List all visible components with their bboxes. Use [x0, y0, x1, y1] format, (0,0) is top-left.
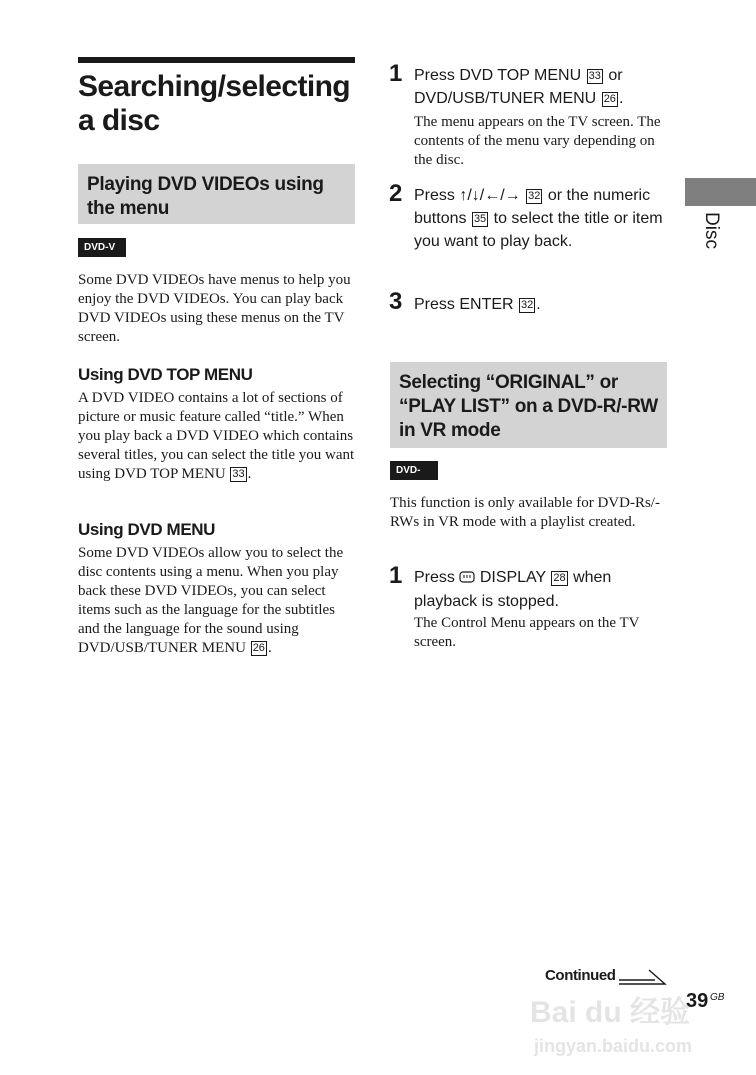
section-heading-text: Playing DVD VIDEOs using the menu	[87, 174, 324, 219]
step-3-instruction: Press ENTER 32 .	[414, 296, 541, 313]
reference-number-box: 33	[588, 70, 601, 82]
section-heading-selecting-original-playlist	[390, 362, 667, 448]
section-heading-playing-dvd-videos	[78, 164, 355, 224]
reference-number-box: 32	[528, 190, 541, 202]
reference-number-box: 26	[603, 93, 616, 105]
paragraph-dvd-menu: Some DVD VIDEOs allow you to select the disc contents using a menu. When you play back these DVD VIDEOs, you can select items such as the language for the subtitles and the language for the sound using DVD/USB/TUNER MENU 26 .	[78, 545, 344, 656]
step-number: 1	[389, 562, 403, 589]
chapter-tab-marker	[685, 178, 756, 206]
page-number: 39	[686, 990, 709, 1012]
step-text: or the numeric buttons	[414, 187, 651, 227]
subheading-dvd-top-menu: Using DVD TOP MENU	[78, 365, 253, 384]
reference-number-box: 35	[473, 213, 487, 225]
reference-number-box: 26	[252, 642, 265, 654]
step-1-instruction: Press DVD TOP MENU 33 or DVD/USB/TUNER MENU 26 .	[414, 67, 624, 107]
reference-number-box: 33	[232, 468, 245, 480]
dvd-vr-badge: DVD-VR	[390, 461, 438, 480]
step-number: 3	[389, 288, 403, 315]
section-heading-text: Selecting “ORIGINAL” or “PLAY LIST” on a DVD-R/-RW in VR mode	[399, 372, 658, 441]
reference-number-box: 28	[553, 572, 566, 584]
title-rule	[78, 57, 355, 63]
continued-arrow-icon	[617, 964, 669, 988]
page-title: Searching/selecting a disc	[78, 70, 351, 137]
chapter-tab-label: Disc	[701, 212, 722, 249]
step-number: 2	[389, 180, 403, 207]
watermark-line-1: Bai du 经验	[530, 996, 691, 1029]
step-text: to select the title or item you want to play back.	[414, 210, 663, 250]
page-suffix: GB	[710, 992, 725, 1003]
step-text: Press	[414, 569, 455, 586]
reference-number-box: 32	[521, 299, 534, 311]
baidu-watermark	[520, 990, 740, 1070]
section-intro-text: This function is only available for DVD-Rs/-RWs in VR mode with a playlist created.	[390, 495, 660, 530]
step-text: Press ↑/↓/←/→	[414, 187, 521, 204]
step-text: Press ENTER	[414, 296, 514, 313]
paragraph-text: A DVD VIDEO contains a lot of sections of picture or music feature called “title.” When you play back a DVD VIDEO which contains several titles, you can select the title you want using DVD TOP MENU	[78, 390, 355, 482]
continued-label: Continued	[545, 967, 616, 984]
watermark-line-2: jingyan.baidu.com	[534, 1036, 693, 1056]
step-text: or DVD/USB/TUNER MENU	[414, 67, 623, 107]
dvd-v-badge: DVD-V	[78, 238, 126, 257]
paragraph-text: Some DVD VIDEOs allow you to select the disc contents using a menu. When you play back these DVD VIDEOs, you can select items such as the language for the subtitles and the language for the sound using DVD/USB/TUNER MENU	[78, 545, 344, 656]
subheading-dvd-menu: Using DVD MENU	[78, 520, 216, 539]
step-1-note: The menu appears on the TV screen. The contents of the menu vary depending on the disc.	[414, 114, 661, 168]
paragraph-dvd-top-menu: A DVD VIDEO contains a lot of sections of picture or music feature called “title.” When you play back a DVD VIDEO which contains several titles, you can select the title you want using DVD TOP MENU 33 .	[78, 390, 355, 482]
step-number: 1	[389, 60, 403, 87]
section-intro-text: Some DVD VIDEOs have menus to help you enjoy the DVD VIDEOs. You can play back DVD VIDEOs using these menus on the TV screen.	[78, 272, 351, 345]
step-display-instruction	[414, 566, 676, 613]
display-icon	[459, 567, 475, 590]
step-text: when playback is stopped.	[414, 569, 612, 610]
step-text: DISPLAY	[479, 569, 546, 586]
step-text: Press DVD TOP MENU	[414, 67, 582, 84]
step-display-note: The Control Menu appears on the TV screen.	[414, 615, 640, 650]
step-2-instruction	[414, 184, 676, 253]
